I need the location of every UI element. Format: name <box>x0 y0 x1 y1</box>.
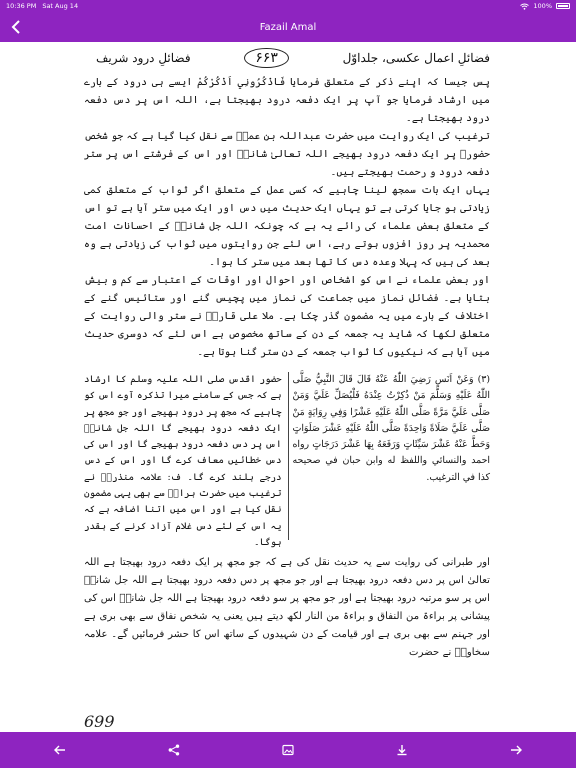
page-number: ۶۶۳ <box>244 48 289 68</box>
battery-percent: 100% <box>533 2 552 10</box>
paragraph: اور طبرانی کی روایت سے یہ حدیث نقل کی ہے کہ جو مجھ پر ایک دفعہ درود بھیجتا ہے اللہ تعالیٰ اس پر دس دفعہ درود بھیجتا ہے اور جو مجھ پر دس دفعہ درود بھیجتا ہے اللہ جل شانہٗ اس پر سو مرتبہ درود بھیجتا ہے اور جو مجھ پر سو دفعہ درود بھیجتا ہے اللہ جل شانہٗ اس کی پیشانی پر براءۃ من النفاق و براءۃ من النار لکھ دیتے ہیں یعنی یہ شخص نفاق سے بھی بری ہے اور جہنم سے بھی بری ہے اور قیامت کے دن شہیدوں کے ساتھ اس کا حشر فرمائیں گے۔ علامہ سخاویؒ نے حضرت <box>84 557 490 659</box>
back-button[interactable] <box>8 19 24 35</box>
nav-bar <box>0 12 576 42</box>
header-chapter-title: فضائلِ درود شریف <box>96 51 191 65</box>
paragraph: ترغیب کی ایک روایت میں حضرت عبداللہ بن عمرؓ سے نقل کیا گیا ہے کہ جو شخص حضورﷺ پر ایک دفعہ درود بھیجے اللہ تعالیٰ شانہٗ اور اس کے فرشتے اس پر ستر دفعہ درود و رحمت بھیجتے ہیں۔ <box>84 131 490 178</box>
page-body-top <box>84 74 490 362</box>
download-button[interactable] <box>392 740 412 760</box>
header-book-title: فضائلِ اعمال عکسی، جلداوّل <box>342 51 490 65</box>
urdu-translation-text: حضور اقدس صلی اللہ علیہ وسلم کا ارشاد ہے کہ جس کے سامنے میرا تذکرہ آوے اس کو چاہیے کہ مجھ پر درود بھیجے اور جو مجھ پر ایک دفعہ درود بھیجے گا اللہ جل شانہٗ اس پر دس دفعہ درود بھیجے گا اور اس کی دس خطائیں معاف کرے گا اور اس کے دس درجے بلند کرے گا۔ ف: علامہ منذریؒ نے ترغیب میں حضرت براءؓ سے بھی یہی مضمون نقل کیا ہے اور اس میں اتنا اضافہ ہے کہ یہ اس کے لئے دس غلام آزاد کرنے کے بقدر ہوگا۔ <box>84 374 282 548</box>
share-button[interactable] <box>164 740 184 760</box>
status-date: Sat Aug 14 <box>42 2 79 10</box>
bookmark-image-icon <box>282 744 294 756</box>
arrow-right-icon <box>510 745 522 755</box>
hadith-columns <box>84 372 490 548</box>
arrow-left-icon <box>54 745 66 755</box>
next-page-button[interactable] <box>506 740 526 760</box>
battery-icon <box>556 3 570 9</box>
paragraph: پس جیسا کہ اپنے ذکر کے متعلق فرمایا فَاذْكُرُونِي اَذْكُرْكُمْ ایسے ہی درود کے بارے میں ارشاد فرمایا جو آپ پر ایک دفعہ درود بھیجتا ہے، اللہ اس پر دس دفعہ درود بھیجتا ہے۔ <box>84 77 490 124</box>
bottom-toolbar <box>0 732 576 768</box>
arabic-hadith-text: (۳) وَعَنْ اَنَسٍ رَضِيَ اللّٰهُ عَنْهُ قَالَ قَالَ النَّبِيُّ صَلَّى اللّٰهُ عَلَيْهِ وَسَلَّمَ مَنْ ذُكِرْتُ عِنْدَهُ فَلْيُصَلِّ عَلَيَّ وَمَنْ صَلَّى عَلَيَّ مَرَّةً صَلَّى اللّٰهُ عَلَيْهِ عَشْرًا وَفِي رِوَايَةٍ مَنْ صَلَّى عَلَيَّ صَلَاةً وَاحِدَةً صَلَّى اللّٰهُ عَلَيْهِ عَشْرَ صَلَوَاتٍ وَحَطَّ عَنْهُ عَشْرَ سَيِّئَاتٍ وَرَفَعَهُ بِهَا عَشْرَ دَرَجَاتٍ رواه احمد والنسائي واللفظ له وابن حبان في صحيحه كذا في الترغيب. <box>288 372 491 540</box>
paragraph: اور بعض علماء نے اس کو اشخاص اور احوال اور اوقات کے اعتبار سے کم و بیش بتایا ہے۔ فضائل نماز میں جماعت کی نماز میں پچیس گنے اور ستائیس گنے کے اختلاف کے بارے میں یہ مضمون گذر چکا ہے۔ ملا علی قاریؒ نے ستر والی روایت کے متعلق لکھا کہ شاید یہ جمعہ کے دن کے ساتھ مخصوص ہے اس لئے کہ دوسری حدیث میں آیا ہے کہ نیکیوں کا ثواب جمعہ کے دن ستر گنا ہوتا ہے۔ <box>84 275 490 358</box>
nav-title: Fazail Amal <box>259 21 317 33</box>
save-image-button[interactable] <box>278 740 298 760</box>
status-bar <box>0 0 576 12</box>
page-viewer[interactable] <box>0 42 576 732</box>
wifi-icon <box>520 3 529 10</box>
download-icon <box>396 744 408 756</box>
previous-page-button[interactable] <box>50 740 70 760</box>
handwritten-page-number: 699 <box>84 712 115 731</box>
share-icon <box>168 744 180 756</box>
chevron-left-icon <box>11 20 21 34</box>
status-time: 10:36 PM <box>6 2 37 10</box>
book-page <box>78 46 496 730</box>
page-body-bottom <box>84 544 490 672</box>
page-header <box>96 48 490 68</box>
paragraph: یہاں ایک بات سمجھ لینا چاہیے کہ کسی عمل کے متعلق اگر ثواب کے متعلق کمی زیادتی ہو جایا کرتی ہے تو یہاں ایک حدیث میں دس اور ایک میں ستر آیا ہے تو اس کے متعلق بعض علماء کی رائے یہ ہے کہ چونکہ اللہ جل شانہٗ کے احسانات امت محمدیہ پر روز افزوں ہوتے رہے، اس لئے جن روایتوں میں ثواب کی زیادتی ہے وہ بعد کی ہیں کہ پہلا وعدہ دس کا تھا بعد میں ستر کا ہوا۔ <box>84 185 490 268</box>
